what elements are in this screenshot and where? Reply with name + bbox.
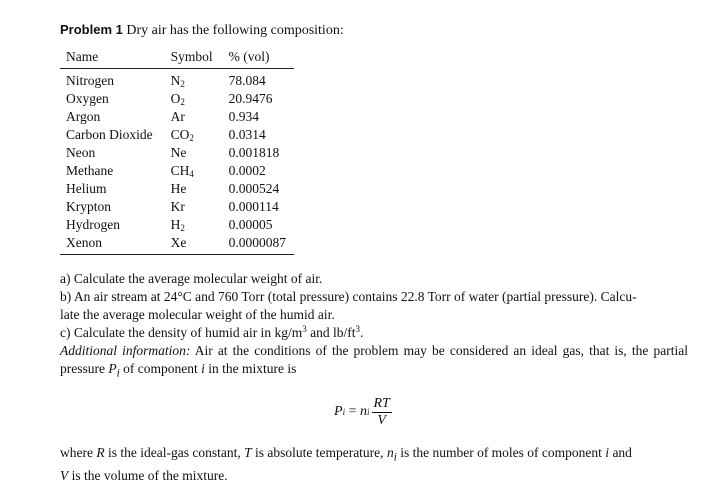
cell-name: Argon — [66, 109, 101, 124]
problem-heading — [60, 22, 344, 39]
cell-vol: 0.000114 — [228, 199, 279, 214]
cell-vol: 78.084 — [228, 73, 266, 88]
cell-vol: 0.0000087 — [219, 234, 294, 255]
cell-name: Krypton — [66, 199, 111, 214]
table-row — [60, 162, 294, 180]
ideal-gas-equation: P i = n i $\frac{RT}{V}$ — [334, 396, 390, 428]
header-symbol: Symbol — [159, 48, 219, 69]
cell-name: Carbon Dioxide — [66, 127, 153, 142]
cell-vol: 0.000524 — [228, 181, 280, 196]
header-name: Name — [60, 48, 159, 69]
cell-symbol: Kr — [170, 199, 185, 214]
cell-symbol: Ar — [170, 109, 185, 124]
additional-information: Additional information: Air at the conditions of the problem may be considered an ideal gas, that is, the partial pressure $P_i$ of component i in the mixture is — [60, 343, 688, 380]
question-b-line1: b) An air stream at 24°C and 760 Torr (total pressure) contains 22.8 Torr of water (partial pressure). Calcu- — [60, 289, 637, 304]
cell-symbol: $CH_4$ — [170, 163, 194, 179]
cell-name: Nitrogen — [66, 73, 114, 88]
cell-symbol: Ne — [170, 145, 187, 160]
cell-symbol: $N_2$ — [170, 73, 185, 89]
cell-vol: 0.001818 — [228, 145, 280, 160]
table-header-row — [60, 48, 294, 69]
cell-vol: 0.00005 — [228, 217, 273, 232]
cell-symbol: Xe — [159, 234, 219, 255]
cell-vol: 0.934 — [228, 109, 260, 124]
fraction-numerator: RT — [373, 396, 390, 411]
cell-symbol: $H_2$ — [170, 217, 185, 233]
table-row — [60, 90, 294, 108]
table-row — [60, 144, 294, 162]
table-row — [60, 69, 294, 91]
cell-vol: 0.0314 — [228, 127, 266, 142]
fraction-denominator: V — [377, 413, 386, 428]
table-row — [60, 126, 294, 144]
equation-fraction — [372, 396, 392, 428]
table-row — [60, 234, 294, 255]
question-a: a) Calculate the average molecular weight of air. — [60, 271, 323, 286]
cell-vol: 20.9476 — [228, 91, 273, 106]
additional-label: Additional information: — [60, 343, 191, 358]
where-definitions: where R is the ideal-gas constant, T is absolute temperature, $n_i$ is the number of moles of component i and V is the volume of the mixture. — [60, 445, 632, 483]
question-b-line2: late the average molecular weight of the humid air. — [60, 307, 335, 322]
header-vol: % (vol) — [219, 48, 294, 69]
question-b — [60, 288, 688, 324]
cell-name: Oxygen — [66, 91, 109, 106]
cell-name: Neon — [66, 145, 96, 160]
table-row — [60, 216, 294, 234]
composition-table — [60, 48, 294, 255]
cell-symbol: He — [170, 181, 187, 196]
problem-label: Problem 1 — [60, 22, 123, 37]
cell-symbol: $CO_2$ — [170, 127, 194, 143]
problem-intro: Dry air has the following composition: — [126, 23, 344, 38]
cell-symbol: $O_2$ — [170, 91, 185, 107]
table-row — [60, 198, 294, 216]
table-row — [60, 108, 294, 126]
cell-name: Xenon — [60, 234, 159, 255]
question-c: c) Calculate the density of humid air in $kg/m^3$ and $lb/ft^3$. — [60, 324, 364, 340]
cell-name: Methane — [66, 163, 114, 178]
cell-vol: 0.0002 — [228, 163, 266, 178]
cell-name: Helium — [66, 181, 107, 196]
cell-name: Hydrogen — [66, 217, 120, 232]
table-row — [60, 180, 294, 198]
